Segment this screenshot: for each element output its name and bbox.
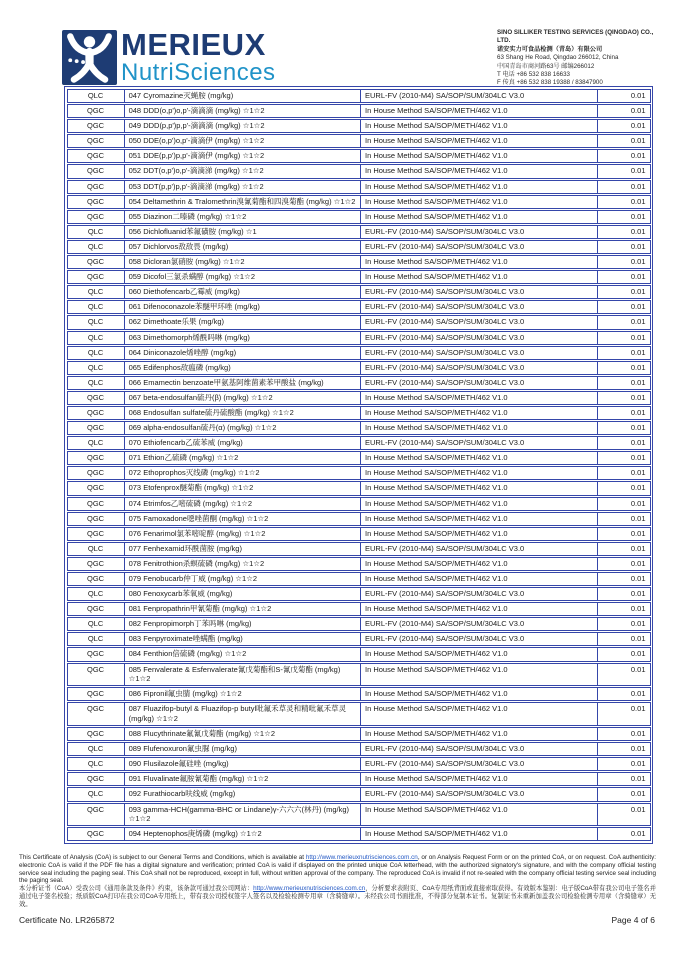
cell-analyte: 069 alpha-endosulfan硫丹(α) (mg/kg) ☆1☆2 bbox=[125, 421, 361, 435]
company-address-en: 63 Shang He Road, Qingdao 266012, China bbox=[497, 54, 619, 62]
table-row bbox=[67, 240, 651, 254]
table-row bbox=[67, 587, 651, 601]
cell-method: In House Method SA/SOP/METH/462 V1.0 bbox=[361, 180, 598, 194]
cell-analyte: 078 Fenitrothion杀螟硫磷 (mg/kg) ☆1☆2 bbox=[125, 557, 361, 571]
cell-value: 0.01 bbox=[598, 315, 650, 329]
table-row bbox=[67, 361, 651, 375]
cell-analyte: 080 Fenoxycarb苯氧威 (mg/kg) bbox=[125, 587, 361, 601]
table-row bbox=[67, 406, 651, 420]
cell-value: 0.01 bbox=[598, 466, 650, 480]
cell-code: QGC bbox=[67, 572, 125, 586]
footer-text: This Certificate of Analysis (CoA) is subject to our General Terms and Conditions, which is available at bbox=[19, 854, 306, 861]
cell-code: QGC bbox=[67, 702, 125, 726]
cell-code: QGC bbox=[67, 827, 125, 841]
cell-analyte: 077 Fenhexamid环酰菌胺 (mg/kg) bbox=[125, 542, 361, 556]
table-row bbox=[67, 315, 651, 329]
cell-code: QLC bbox=[67, 587, 125, 601]
table-row bbox=[67, 164, 651, 178]
cell-code: QLC bbox=[67, 742, 125, 756]
table-row bbox=[67, 772, 651, 786]
footer-paragraph-en bbox=[19, 854, 656, 885]
cell-code: QLC bbox=[67, 285, 125, 299]
table-row bbox=[67, 180, 651, 194]
cell-method: In House Method SA/SOP/METH/462 V1.0 bbox=[361, 210, 598, 224]
cell-code: QGC bbox=[67, 421, 125, 435]
table-row bbox=[67, 742, 651, 756]
cell-method: EURL-FV (2010-M4) SA/SOP/SUM/304LC V3.0 bbox=[361, 617, 598, 631]
cell-value: 0.01 bbox=[598, 527, 650, 541]
cell-code: QGC bbox=[67, 512, 125, 526]
cell-analyte: 059 Dicofol三氯杀螨醇 (mg/kg) ☆1☆2 bbox=[125, 270, 361, 284]
cell-method: In House Method SA/SOP/METH/462 V1.0 bbox=[361, 164, 598, 178]
cell-analyte: 051 DDE(p,p')p,p'-滴滴伊 (mg/kg) ☆1☆2 bbox=[125, 149, 361, 163]
company-tel: T 电话 +86 532 838 16633 bbox=[497, 71, 570, 79]
cell-value: 0.01 bbox=[598, 195, 650, 209]
logo-wordmark bbox=[121, 27, 276, 86]
cell-code: QGC bbox=[67, 391, 125, 405]
cell-method: In House Method SA/SOP/METH/462 V1.0 bbox=[361, 527, 598, 541]
cell-value: 0.01 bbox=[598, 787, 650, 801]
cell-method: In House Method SA/SOP/METH/462 V1.0 bbox=[361, 647, 598, 661]
cell-method: In House Method SA/SOP/METH/462 V1.0 bbox=[361, 481, 598, 495]
cell-analyte: 090 Flusilazole氟硅唑 (mg/kg) bbox=[125, 757, 361, 771]
cell-value: 0.01 bbox=[598, 436, 650, 450]
cell-analyte: 087 Fluazifop-butyl & Fluazifop-p butyl吡氟禾草灵和精吡氟禾草灵 (mg/kg) ☆1☆2 bbox=[125, 702, 361, 726]
cell-method: In House Method SA/SOP/METH/462 V1.0 bbox=[361, 803, 598, 827]
cell-analyte: 074 Etrimfos乙嘧硫磷 (mg/kg) ☆1☆2 bbox=[125, 497, 361, 511]
cell-code: QGC bbox=[67, 164, 125, 178]
cell-code: QGC bbox=[67, 481, 125, 495]
cell-value: 0.01 bbox=[598, 240, 650, 254]
cell-analyte: 088 Flucythrinate氟氰戊菊酯 (mg/kg) ☆1☆2 bbox=[125, 727, 361, 741]
cell-code: QLC bbox=[67, 331, 125, 345]
cell-method: In House Method SA/SOP/METH/462 V1.0 bbox=[361, 663, 598, 687]
table-row bbox=[67, 602, 651, 616]
table-row bbox=[67, 104, 651, 118]
cell-value: 0.01 bbox=[598, 149, 650, 163]
cell-analyte: 057 Dichlorvos敌敌畏 (mg/kg) bbox=[125, 240, 361, 254]
cell-code: QGC bbox=[67, 557, 125, 571]
table-row bbox=[67, 346, 651, 360]
cell-method: In House Method SA/SOP/METH/462 V1.0 bbox=[361, 391, 598, 405]
cell-code: QGC bbox=[67, 149, 125, 163]
cell-analyte: 092 Furathiocarb呋线威 (mg/kg) bbox=[125, 787, 361, 801]
cell-method: In House Method SA/SOP/METH/462 V1.0 bbox=[361, 104, 598, 118]
cell-analyte: 073 Etofenprox醚菊酯 (mg/kg) ☆1☆2 bbox=[125, 481, 361, 495]
table-row bbox=[67, 787, 651, 801]
cell-method: In House Method SA/SOP/METH/462 V1.0 bbox=[361, 195, 598, 209]
cell-analyte: 050 DDE(o,p')o,p'-滴滴伊 (mg/kg) ☆1☆2 bbox=[125, 134, 361, 148]
cell-method: EURL-FV (2010-M4) SA/SOP/SUM/304LC V3.0 bbox=[361, 300, 598, 314]
cell-value: 0.01 bbox=[598, 572, 650, 586]
table-row bbox=[67, 270, 651, 284]
cell-value: 0.01 bbox=[598, 119, 650, 133]
footer-link[interactable]: http://www.merieuxnutrisciences.com.cn bbox=[305, 854, 418, 861]
cell-code: QLC bbox=[67, 376, 125, 390]
cell-value: 0.01 bbox=[598, 376, 650, 390]
cell-code: QLC bbox=[67, 300, 125, 314]
cell-code: QGC bbox=[67, 602, 125, 616]
cell-value: 0.01 bbox=[598, 391, 650, 405]
cell-method: EURL-FV (2010-M4) SA/SOP/SUM/304LC V3.0 bbox=[361, 787, 598, 801]
cell-method: In House Method SA/SOP/METH/462 V1.0 bbox=[361, 149, 598, 163]
cell-analyte: 066 Emamectin benzoate甲氨基阿维菌素苯甲酸盐 (mg/kg) bbox=[125, 376, 361, 390]
cell-code: QLC bbox=[67, 315, 125, 329]
cell-analyte: 094 Heptenophos庚烯磷 (mg/kg) ☆1☆2 bbox=[125, 827, 361, 841]
cell-method: EURL-FV (2010-M4) SA/SOP/SUM/304LC V3.0 bbox=[361, 346, 598, 360]
table-row bbox=[67, 225, 651, 239]
cell-method: EURL-FV (2010-M4) SA/SOP/SUM/304LC V3.0 bbox=[361, 285, 598, 299]
cell-value: 0.01 bbox=[598, 104, 650, 118]
cell-value: 0.01 bbox=[598, 727, 650, 741]
cell-analyte: 076 Fenarimol氯苯嘧啶醇 (mg/kg) ☆1☆2 bbox=[125, 527, 361, 541]
cell-analyte: 063 Dimethomorph烯酰吗啉 (mg/kg) bbox=[125, 331, 361, 345]
cell-code: QGC bbox=[67, 647, 125, 661]
table-row bbox=[67, 663, 651, 687]
cell-code: QGC bbox=[67, 466, 125, 480]
cell-analyte: 075 Famoxadone噁唑菌酮 (mg/kg) ☆1☆2 bbox=[125, 512, 361, 526]
table-row bbox=[67, 376, 651, 390]
cell-value: 0.01 bbox=[598, 647, 650, 661]
cell-code: QLC bbox=[67, 617, 125, 631]
table-row bbox=[67, 119, 651, 133]
cell-method: In House Method SA/SOP/METH/462 V1.0 bbox=[361, 687, 598, 701]
table-row bbox=[67, 421, 651, 435]
cell-method: EURL-FV (2010-M4) SA/SOP/SUM/304LC V3.0 bbox=[361, 240, 598, 254]
cell-code: QLC bbox=[67, 361, 125, 375]
cell-analyte: 053 DDT(p,p')p,p'-滴滴涕 (mg/kg) ☆1☆2 bbox=[125, 180, 361, 194]
cell-code: QGC bbox=[67, 210, 125, 224]
cell-analyte: 084 Fenthion倍硫磷 (mg/kg) ☆1☆2 bbox=[125, 647, 361, 661]
table-row bbox=[67, 803, 651, 827]
cell-analyte: 082 Fenpropimorph丁苯吗啉 (mg/kg) bbox=[125, 617, 361, 631]
cell-method: EURL-FV (2010-M4) SA/SOP/SUM/304LC V3.0 bbox=[361, 757, 598, 771]
results-table-body bbox=[67, 89, 651, 841]
cell-analyte: 093 gamma-HCH(gamma-BHC or Lindane)γ-六六六(林丹) (mg/kg) ☆1☆2 bbox=[125, 803, 361, 827]
footer-text: , or on Analysis Request Form or on the printed CoA, or on request. CoA authenticity: electronic CoA is valid if the PDF file has a digital signature and verification; printed CoA is valid if displayed on the printed unique CoA letterhead, with the authorized signatory's signature, and with the company official testing service seal including the paging seal. This CoA shall not be reproduced, except in full, without written approval of the company. The reproduced CoA is invalid if not re-sealed with the company official testing service seal including the paging seal. bbox=[19, 854, 656, 885]
cell-code: QGC bbox=[67, 687, 125, 701]
cell-method: In House Method SA/SOP/METH/462 V1.0 bbox=[361, 134, 598, 148]
cell-code: QGC bbox=[67, 270, 125, 284]
cell-value: 0.01 bbox=[598, 827, 650, 841]
table-row bbox=[67, 512, 651, 526]
cell-analyte: 056 Dichlofluanid苯氟磺胺 (mg/kg) ☆1 bbox=[125, 225, 361, 239]
brand-subname: NutriSciences bbox=[121, 59, 276, 86]
cell-analyte: 091 Fluvalinate氟胺氰菊酯 (mg/kg) ☆1☆2 bbox=[125, 772, 361, 786]
cell-analyte: 054 Deltamethrin & Tralomethrin溴氰菊酯和四溴菊酯 (mg/kg) ☆1☆2 bbox=[125, 195, 361, 209]
cell-code: QGC bbox=[67, 803, 125, 827]
certificate-number: Certificate No. LR265872 bbox=[19, 915, 115, 925]
cell-value: 0.01 bbox=[598, 557, 650, 571]
company-name-en: SINO SILLIKER TESTING SERVICES (QINGDAO) CO., LTD. bbox=[497, 29, 654, 45]
cell-analyte: 089 Flufenoxuron氟虫脲 (mg/kg) bbox=[125, 742, 361, 756]
cell-analyte: 081 Fenpropathrin甲氰菊酯 (mg/kg) ☆1☆2 bbox=[125, 602, 361, 616]
cell-analyte: 070 Ethiofencarb乙硫苯威 (mg/kg) bbox=[125, 436, 361, 450]
cell-code: QGC bbox=[67, 727, 125, 741]
cell-method: In House Method SA/SOP/METH/462 V1.0 bbox=[361, 421, 598, 435]
cell-code: QGC bbox=[67, 134, 125, 148]
cell-code: QGC bbox=[67, 195, 125, 209]
cell-value: 0.01 bbox=[598, 451, 650, 465]
table-row bbox=[67, 210, 651, 224]
cell-analyte: 061 Difenoconazole苯醚甲环唑 (mg/kg) bbox=[125, 300, 361, 314]
table-row bbox=[67, 647, 651, 661]
cell-value: 0.01 bbox=[598, 663, 650, 687]
cell-value: 0.01 bbox=[598, 687, 650, 701]
cell-method: In House Method SA/SOP/METH/462 V1.0 bbox=[361, 702, 598, 726]
table-row bbox=[67, 300, 651, 314]
footer-text: ，分析要求表附页、CoA专用纸背面或直接索取获得。有效版本鉴别：电子版CoA带有我公司电子签名并通过电子签名校验；纸质版CoA打印在我公司CoA专用纸上，带有我公司授权签字人签名以及检验检测专用章（含骑缝章）。未经我公司书面批准，不得部分复制本证书。复制证书未重新加盖我公司检验检测专用章（含骑缝章）无效。 bbox=[19, 885, 657, 908]
cell-code: QGC bbox=[67, 451, 125, 465]
cell-code: QGC bbox=[67, 663, 125, 687]
cell-analyte: 071 Ethion乙硫磷 (mg/kg) ☆1☆2 bbox=[125, 451, 361, 465]
cell-analyte: 049 DDD(p,p')p,p'-滴滴滴 (mg/kg) ☆1☆2 bbox=[125, 119, 361, 133]
cell-method: EURL-FV (2010-M4) SA/SOP/SUM/304LC V3.0 bbox=[361, 587, 598, 601]
table-row bbox=[67, 331, 651, 345]
cell-method: In House Method SA/SOP/METH/462 V1.0 bbox=[361, 602, 598, 616]
cell-code: QLC bbox=[67, 240, 125, 254]
cell-value: 0.01 bbox=[598, 331, 650, 345]
table-row bbox=[67, 557, 651, 571]
cell-value: 0.01 bbox=[598, 587, 650, 601]
cell-analyte: 086 Fipronil氟虫腈 (mg/kg) ☆1☆2 bbox=[125, 687, 361, 701]
table-row bbox=[67, 451, 651, 465]
cell-code: QGC bbox=[67, 527, 125, 541]
cell-value: 0.01 bbox=[598, 803, 650, 827]
table-row bbox=[67, 527, 651, 541]
cell-analyte: 062 Dimethoate乐果 (mg/kg) bbox=[125, 315, 361, 329]
company-address-cn: 中国青岛市商河路63号 邮编266012 bbox=[497, 62, 595, 70]
cell-analyte: 058 Dicloran氯硝胺 (mg/kg) ☆1☆2 bbox=[125, 255, 361, 269]
table-row bbox=[67, 149, 651, 163]
cell-analyte: 055 Diazinon二嗪磷 (mg/kg) ☆1☆2 bbox=[125, 210, 361, 224]
merieux-figure-icon bbox=[62, 30, 117, 85]
cell-method: In House Method SA/SOP/METH/462 V1.0 bbox=[361, 270, 598, 284]
cell-value: 0.01 bbox=[598, 497, 650, 511]
cell-code: QGC bbox=[67, 104, 125, 118]
table-row bbox=[67, 827, 651, 841]
cell-code: QGC bbox=[67, 772, 125, 786]
company-info bbox=[497, 29, 667, 88]
table-row bbox=[67, 757, 651, 771]
cell-method: In House Method SA/SOP/METH/462 V1.0 bbox=[361, 466, 598, 480]
cell-value: 0.01 bbox=[598, 134, 650, 148]
cell-method: EURL-FV (2010-M4) SA/SOP/SUM/304LC V3.0 bbox=[361, 742, 598, 756]
cell-code: QGC bbox=[67, 255, 125, 269]
cell-code: QLC bbox=[67, 89, 125, 103]
results-table bbox=[64, 86, 653, 844]
table-row bbox=[67, 481, 651, 495]
cell-value: 0.01 bbox=[598, 602, 650, 616]
table-row bbox=[67, 687, 651, 701]
cell-analyte: 072 Ethoprophos灭线磷 (mg/kg) ☆1☆2 bbox=[125, 466, 361, 480]
table-row bbox=[67, 727, 651, 741]
cell-value: 0.01 bbox=[598, 512, 650, 526]
table-row bbox=[67, 542, 651, 556]
cell-code: QGC bbox=[67, 497, 125, 511]
cell-analyte: 047 Cyromazine灭蝇胺 (mg/kg) bbox=[125, 89, 361, 103]
table-row bbox=[67, 255, 651, 269]
cell-code: QGC bbox=[67, 406, 125, 420]
table-row bbox=[67, 391, 651, 405]
cell-analyte: 048 DDD(o,p')o,p'-滴滴滴 (mg/kg) ☆1☆2 bbox=[125, 104, 361, 118]
cell-value: 0.01 bbox=[598, 632, 650, 646]
cell-method: In House Method SA/SOP/METH/462 V1.0 bbox=[361, 119, 598, 133]
cell-value: 0.01 bbox=[598, 210, 650, 224]
footer-text: 本分析证书（CoA）受我公司《通用条款及条件》约束，该条款可通过我公司网站： bbox=[19, 885, 254, 893]
cell-value: 0.01 bbox=[598, 421, 650, 435]
cell-method: EURL-FV (2010-M4) SA/SOP/SUM/304LC V3.0 bbox=[361, 542, 598, 556]
cell-method: In House Method SA/SOP/METH/462 V1.0 bbox=[361, 451, 598, 465]
cell-method: In House Method SA/SOP/METH/462 V1.0 bbox=[361, 827, 598, 841]
table-row bbox=[67, 195, 651, 209]
cell-analyte: 083 Fenpyroximate唑螨酯 (mg/kg) bbox=[125, 632, 361, 646]
cell-value: 0.01 bbox=[598, 361, 650, 375]
cell-value: 0.01 bbox=[598, 481, 650, 495]
cell-value: 0.01 bbox=[598, 757, 650, 771]
merieux-logo bbox=[62, 27, 276, 86]
cell-analyte: 064 Diniconazole烯唑醇 (mg/kg) bbox=[125, 346, 361, 360]
cell-value: 0.01 bbox=[598, 180, 650, 194]
cell-code: QGC bbox=[67, 180, 125, 194]
cell-value: 0.01 bbox=[598, 225, 650, 239]
cell-value: 0.01 bbox=[598, 406, 650, 420]
cell-method: EURL-FV (2010-M4) SA/SOP/SUM/304LC V3.0 bbox=[361, 361, 598, 375]
table-row bbox=[67, 466, 651, 480]
cell-value: 0.01 bbox=[598, 542, 650, 556]
cell-code: QGC bbox=[67, 119, 125, 133]
cell-method: EURL-FV (2010-M4) SA/SOP/SUM/304LC V3.0 bbox=[361, 89, 598, 103]
cell-code: QLC bbox=[67, 225, 125, 239]
cell-code: QLC bbox=[67, 632, 125, 646]
cell-method: EURL-FV (2010-M4) SA/SOP/SUM/304LC V3.0 bbox=[361, 632, 598, 646]
cell-method: EURL-FV (2010-M4) SA/SOP/SUM/304LC V3.0 bbox=[361, 436, 598, 450]
cell-code: QLC bbox=[67, 436, 125, 450]
cell-value: 0.01 bbox=[598, 617, 650, 631]
cell-value: 0.01 bbox=[598, 89, 650, 103]
table-row bbox=[67, 436, 651, 450]
company-name-cn: 诺安实力可食品检测（青岛）有限公司 bbox=[497, 45, 603, 53]
cell-method: In House Method SA/SOP/METH/462 V1.0 bbox=[361, 572, 598, 586]
page-number: Page 4 of 6 bbox=[611, 915, 655, 925]
brand-name: MERIEUX bbox=[121, 27, 266, 62]
cell-method: EURL-FV (2010-M4) SA/SOP/SUM/304LC V3.0 bbox=[361, 225, 598, 239]
cell-value: 0.01 bbox=[598, 772, 650, 786]
cell-value: 0.01 bbox=[598, 742, 650, 756]
table-row bbox=[67, 134, 651, 148]
company-fax: F 传真 +86 532 838 19388 / 83847900 bbox=[497, 79, 603, 87]
cell-method: In House Method SA/SOP/METH/462 V1.0 bbox=[361, 497, 598, 511]
cell-method: EURL-FV (2010-M4) SA/SOP/SUM/304LC V3.0 bbox=[361, 331, 598, 345]
cell-analyte: 065 Edifenphos敌瘟磷 (mg/kg) bbox=[125, 361, 361, 375]
footer-terms bbox=[19, 854, 656, 909]
cell-method: In House Method SA/SOP/METH/462 V1.0 bbox=[361, 406, 598, 420]
table-row bbox=[67, 497, 651, 511]
cell-value: 0.01 bbox=[598, 270, 650, 284]
cell-code: QLC bbox=[67, 542, 125, 556]
table-row bbox=[67, 89, 651, 103]
cell-method: In House Method SA/SOP/METH/462 V1.0 bbox=[361, 255, 598, 269]
cell-method: In House Method SA/SOP/METH/462 V1.0 bbox=[361, 512, 598, 526]
cell-analyte: 060 Diethofencarb乙霉威 (mg/kg) bbox=[125, 285, 361, 299]
cell-method: EURL-FV (2010-M4) SA/SOP/SUM/304LC V3.0 bbox=[361, 315, 598, 329]
table-row bbox=[67, 617, 651, 631]
cell-value: 0.01 bbox=[598, 300, 650, 314]
table-row bbox=[67, 702, 651, 726]
cell-value: 0.01 bbox=[598, 285, 650, 299]
cell-value: 0.01 bbox=[598, 255, 650, 269]
cell-code: QLC bbox=[67, 757, 125, 771]
cell-analyte: 079 Fenobucarb仲丁威 (mg/kg) ☆1☆2 bbox=[125, 572, 361, 586]
cell-method: EURL-FV (2010-M4) SA/SOP/SUM/304LC V3.0 bbox=[361, 376, 598, 390]
table-row bbox=[67, 285, 651, 299]
cell-value: 0.01 bbox=[598, 702, 650, 726]
cell-value: 0.01 bbox=[598, 164, 650, 178]
table-row bbox=[67, 632, 651, 646]
cell-method: In House Method SA/SOP/METH/462 V1.0 bbox=[361, 772, 598, 786]
cell-analyte: 052 DDT(o,p')o,p'-滴滴涕 (mg/kg) ☆1☆2 bbox=[125, 164, 361, 178]
footer-link[interactable]: http://www.merieuxnutrisciences.com.cn bbox=[253, 885, 366, 893]
cell-code: QLC bbox=[67, 787, 125, 801]
cell-method: In House Method SA/SOP/METH/462 V1.0 bbox=[361, 557, 598, 571]
cell-method: In House Method SA/SOP/METH/462 V1.0 bbox=[361, 727, 598, 741]
cell-code: QLC bbox=[67, 346, 125, 360]
table-row bbox=[67, 572, 651, 586]
footer-paragraph-cn bbox=[19, 885, 656, 908]
cell-analyte: 068 Endosulfan sulfate硫丹硫酸酯 (mg/kg) ☆1☆2 bbox=[125, 406, 361, 420]
cell-value: 0.01 bbox=[598, 346, 650, 360]
cell-analyte: 067 beta-endosulfan硫丹(β) (mg/kg) ☆1☆2 bbox=[125, 391, 361, 405]
cell-analyte: 085 Fenvalerate & Esfenvalerate氰戊菊酯和S-氰戊菊酯 (mg/kg) ☆1☆2 bbox=[125, 663, 361, 687]
